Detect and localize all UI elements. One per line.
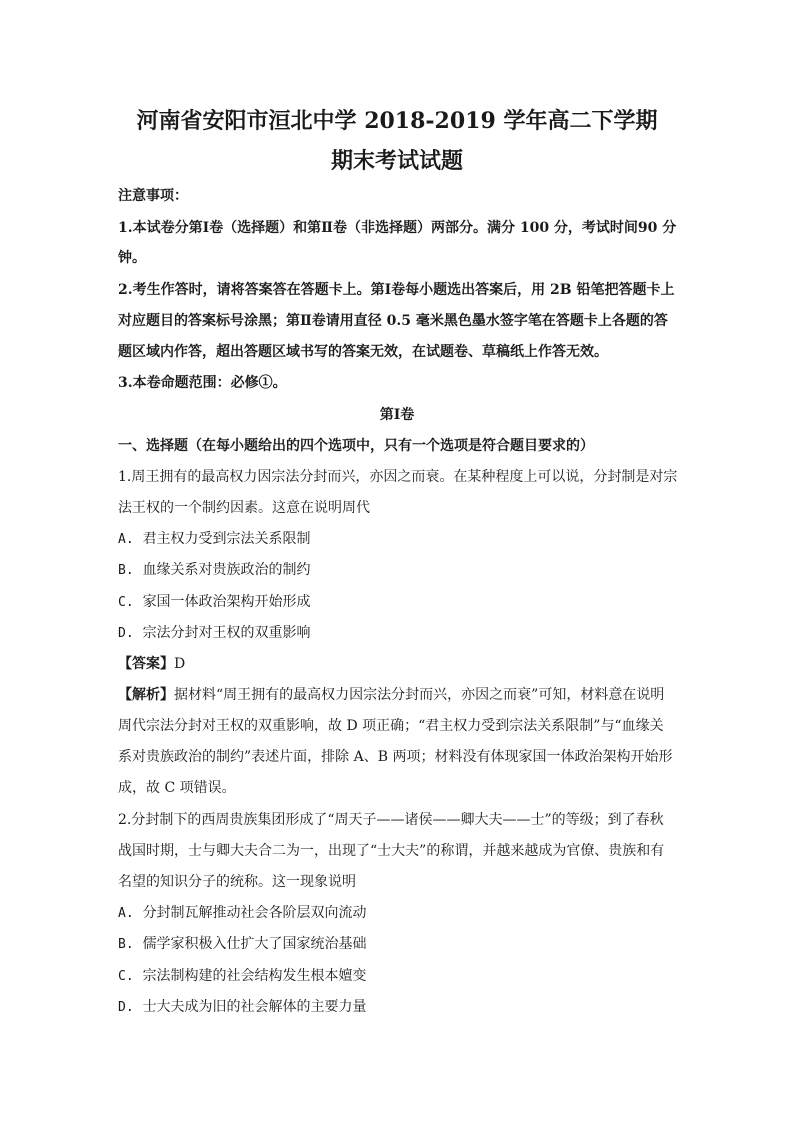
option-letter: A. (118, 906, 134, 921)
answer-label: 【答案】 (118, 656, 174, 672)
question-1-analysis (118, 685, 664, 705)
option-text: 士大夫成为旧的社会解体的主要力量 (142, 999, 367, 1015)
question-1-analysis-cont2: 系对贵族政治的制约”表述片面，排除 A、B 两项；材料没有体现家国一体政治架构开始形 (118, 749, 673, 765)
option-text: 宗法制构建的社会结构发生根本嬗变 (142, 968, 367, 984)
page-subtitle: 期末考试试题 (330, 148, 463, 174)
notice-item-1: 1.本试卷分第Ⅰ卷（选择题）和第Ⅱ卷（非选择题）两部分。满分 100 分，考试时间90 分 (118, 220, 677, 236)
notice-item-2: 2.考生作答时，请将答案答在答题卡上。第Ⅰ卷每小题选出答案后，用 2B 铅笔把答题卡上 (118, 282, 675, 298)
question-2-option-b (118, 934, 367, 955)
notice-item-1-cont: 钟。 (118, 250, 146, 266)
option-letter: B. (118, 937, 134, 952)
question-1-option-c (118, 592, 311, 613)
option-letter: D. (118, 626, 134, 641)
notice-item-2-cont2: 题区域内作答，超出答题区域书写的答案无效，在试题卷、草稿纸上作答无效。 (118, 344, 608, 360)
question-1-analysis-cont1: 周代宗法分封对王权的双重影响，故 D 项正确；“君主权力受到宗法关系限制”与“血缘关 (118, 718, 664, 734)
option-text: 血缘关系对贵族政治的制约 (142, 562, 311, 578)
option-letter: C. (118, 969, 134, 984)
option-letter: A. (118, 532, 134, 547)
option-letter: D. (118, 1000, 134, 1015)
question-2-option-a (118, 903, 367, 924)
option-text: 家国一体政治架构开始形成 (142, 594, 311, 610)
question-2-option-c (118, 966, 367, 987)
section-heading: 一、选择题（在每小题给出的四个选项中，只有一个选项是符合题目要求的） (118, 438, 594, 454)
option-letter: C. (118, 595, 134, 610)
question-1-option-b (118, 560, 311, 581)
notice-heading: 注意事项： (118, 188, 188, 204)
notice-item-2-cont1: 对应题目的答案标号涂黑；第Ⅱ卷请用直径 0.5 毫米黑色墨水签字笔在答题卡上各题的答 (118, 313, 668, 329)
question-2-stem-cont2: 名望的知识分子的统称。这一现象说明 (118, 874, 356, 890)
question-2-stem: 2.分封制下的西周贵族集团形成了“周天子——诸侯——卿大夫——士”的等级；到了春秋 (118, 812, 664, 828)
option-text: 分封制瓦解推动社会各阶层双向流动 (142, 905, 367, 921)
question-2-stem-cont1: 战国时期，士与卿大夫合二为一，出现了“士大夫”的称谓，并越来越成为官僚、贵族和有 (118, 843, 665, 859)
question-1-stem-cont: 法王权的一个制约因素。这意在说明周代 (118, 500, 370, 516)
page-title: 河南省安阳市洹北中学 2018-2019 学年高二下学期 (136, 108, 658, 134)
question-2-option-d (118, 997, 367, 1018)
analysis-text: 据材料“周王拥有的最高权力因宗法分封而兴，亦因之而衰”可知，材料意在说明 (174, 687, 665, 703)
notice-item-3: 3.本卷命题范围：必修①。 (118, 375, 287, 391)
volume-heading: 第Ⅰ卷 (379, 407, 415, 423)
question-1-stem: 1.周王拥有的最高权力因宗法分封而兴，亦因之而衰。在某种程度上可以说，分封制是对宗 (118, 469, 678, 485)
answer-value: D (174, 656, 186, 672)
analysis-label: 【解析】 (118, 687, 174, 703)
option-text: 君主权力受到宗法关系限制 (142, 531, 311, 547)
option-text: 宗法分封对王权的双重影响 (142, 625, 311, 641)
option-letter: B. (118, 563, 134, 578)
option-text: 儒学家积极入仕扩大了国家统治基础 (142, 936, 367, 952)
question-1-option-a (118, 529, 311, 550)
question-1-option-d (118, 623, 311, 644)
question-1-analysis-cont3: 成，故 C 项错误。 (118, 780, 236, 796)
question-1-answer (118, 654, 185, 674)
